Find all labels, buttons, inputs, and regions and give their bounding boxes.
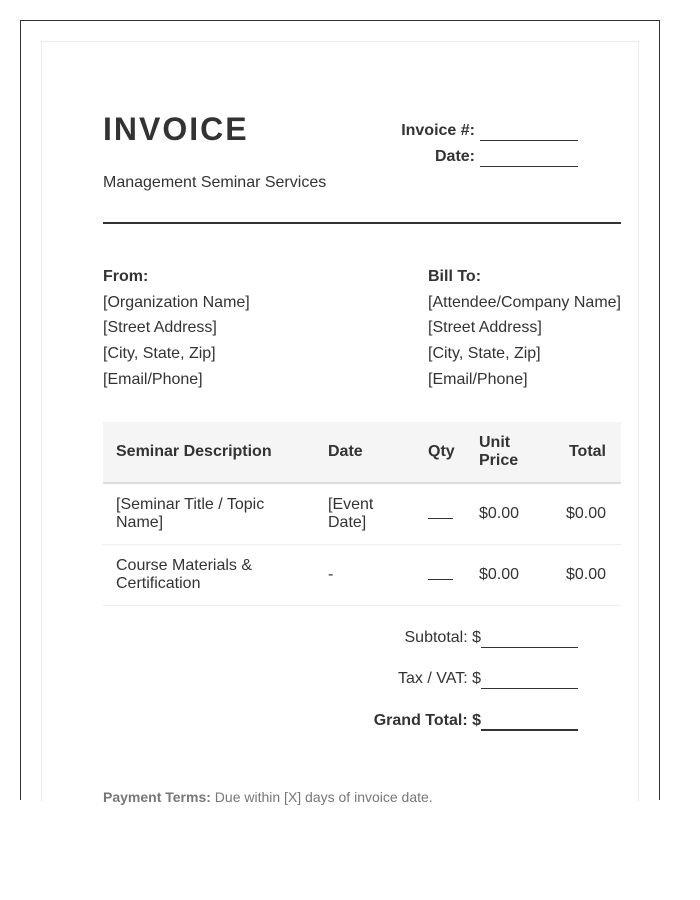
from-block	[103, 264, 250, 393]
invoice-number-label: Invoice #:	[401, 122, 475, 139]
grand-total-row	[374, 711, 578, 731]
qty-blank	[428, 508, 453, 519]
from-city-state-zip: [City, State, Zip]	[103, 345, 216, 363]
header-divider	[103, 222, 621, 224]
row-description: [Seminar Title / Topic Name]	[103, 483, 315, 545]
from-organization-name: [Organization Name]	[103, 293, 250, 311]
invoice-date-row	[435, 147, 578, 167]
table-header-row	[103, 422, 621, 483]
invoice-title: INVOICE	[103, 111, 249, 147]
column-header-description: Seminar Description	[103, 422, 315, 483]
subtotal-label: Subtotal: $	[404, 629, 481, 646]
row-qty	[415, 545, 466, 606]
row-unit-price: $0.00	[466, 545, 541, 606]
subtotal-row	[405, 628, 579, 648]
invoice-number-row	[401, 121, 578, 141]
from-street-address: [Street Address]	[103, 319, 217, 337]
row-date: -	[315, 545, 415, 606]
row-total: $0.00	[541, 545, 621, 606]
grand-total-label: Grand Total: $	[373, 712, 481, 729]
payment-terms	[103, 788, 433, 806]
line-items-table	[103, 422, 621, 606]
bill-to-email-phone: [Email/Phone]	[428, 370, 528, 388]
subtotal-blank	[481, 633, 578, 648]
bill-to-heading: Bill To:	[428, 268, 482, 285]
table-row	[103, 545, 621, 606]
column-header-total: Total	[541, 422, 621, 483]
row-description: Course Materials & Certification	[103, 545, 315, 606]
qty-blank	[428, 569, 453, 580]
tax-row	[398, 669, 578, 689]
invoice-page	[41, 41, 639, 805]
invoice-number-blank	[480, 126, 578, 141]
invoice-date-blank	[480, 152, 578, 167]
row-date: [Event Date]	[315, 483, 415, 545]
payment-terms-text: Due within [X] days of invoice date.	[214, 789, 433, 805]
bill-to-block	[428, 264, 621, 393]
invoice-subtitle: Management Seminar Services	[103, 174, 327, 191]
invoice-date-label: Date:	[434, 148, 475, 165]
row-total: $0.00	[541, 483, 621, 545]
from-email-phone: [Email/Phone]	[103, 370, 203, 388]
bill-to-attendee-name: [Attendee/Company Name]	[428, 293, 621, 311]
bill-to-city-state-zip: [City, State, Zip]	[428, 345, 541, 363]
tax-blank	[481, 674, 578, 689]
table-row	[103, 483, 621, 545]
row-unit-price: $0.00	[466, 483, 541, 545]
tax-label: Tax / VAT: $	[398, 670, 481, 687]
document-frame	[20, 20, 660, 805]
column-header-unit-price: Unit Price	[466, 422, 541, 483]
grand-total-blank	[481, 715, 578, 731]
from-heading: From:	[103, 268, 149, 285]
payment-terms-label: Payment Terms:	[103, 789, 211, 805]
column-header-qty: Qty	[415, 422, 466, 483]
bill-to-street-address: [Street Address]	[428, 319, 542, 337]
column-header-date: Date	[315, 422, 415, 483]
row-qty	[415, 483, 466, 545]
